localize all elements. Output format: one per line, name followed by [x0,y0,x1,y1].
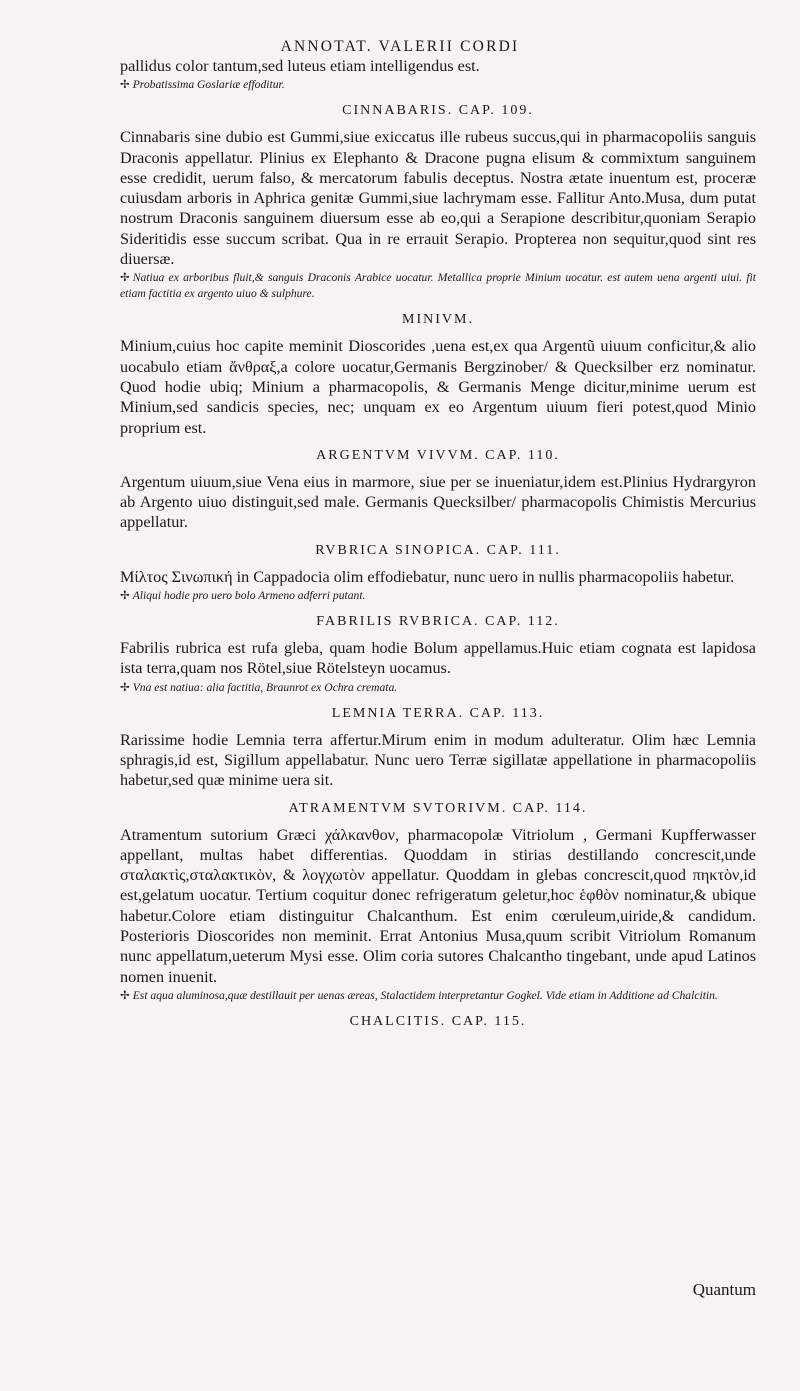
body-paragraph: Argentum uiuum,siue Vena eius in marmore, siue per se inueniatur,idem est.Plinius Hydrargyron ab Argento uiuo distinguit,sed male. Germanis Quecksilber/ pharmacopolis Chimistis Mercurius appellatur. [120,472,756,532]
body-paragraph: Rarissime hodie Lemnia terra affertur.Mirum enim in modum adulteratur. Olim hæc Lemnia sphragis,id est, Sigillum appellabatur. Nunc uero Terræ sigillatæ appellatione in pharmacopoliis habetur,sed quæ minime uera sit. [120,730,756,790]
marginal-note [120,588,756,604]
body-paragraph: pallidus color tantum,sed luteus etiam intelligendus est. [120,57,480,75]
chapter-heading: ARGENTVM VIVVM. CAP. 110. [316,447,560,463]
chapter-heading: CHALCITIS. CAP. 115. [349,1013,527,1029]
body-paragraph: Cinnabaris sine dubio est Gummi,siue exiccatus ille rubeus succus,qui in pharmacopoliis sanguis Draconis appellatur. Plinius ex Elephanto & Dracone pugna elisum & commixtum sanguinem esse credidit, uerum falso, & mercatorum fabulis deceptus. Nostra ætate inuentum est, proceræ cuiusdam arboris in Aphrica genitæ Gummi,siue lachrymam esse. Fallitur Anto.Musa, dum putat nostrum Draconis sanguinem diuersum esse ab eo,qui a Serapione describitur,quoniam Serapio Sideritidis esse succum scribat. Qua in re errauit Serapio. Propterea non sequitur,quod sint res diuersæ. [120,128,756,269]
body-paragraph: Atramentum sutorium Græci χάλκανθον, pharmacopolæ Vitriolum , Germani Kupfferwasser appellant, multas habet differentias. Quoddam in stirias destillando concrescit,unde σταλακτὶς,σταλακτικὸν, & λογχωτὸν appellatur. Quoddam in glebas concrescit,quod πηκτὸν,id est,gelatum uocatur. Tertium coquitur donec refrigeratum geletur,hoc ἑφθὸν nominatur,& ubique habetur.Colore etiam distinguitur Chalcanthum. Est enim cœruleum,uiride,& candidum. Posterioris Dioscorides non meminit. Errat Antonius Musa,quum scribit Vitriolum Romanum nunc appellatum,ueterum Mysi esse. Olim coria sutores Chalcantho tingebant, unde apud Latinos nomen inuenit. [120,825,756,986]
body-paragraph: Μίλτος Σινωπική in Cappadocia olim effodiebatur, nunc uero in nullis pharmacopoliis habetur. [120,567,735,586]
note-text: Aliqui hodie pro uero bolo Armeno adferri putant. [132,589,366,603]
note-text: Est aqua aluminosa,quæ destillauit per uenas æreas, Stalactidem interpretantur Gogkel. Vide etiam in Additione ad Chalcitin. [132,988,718,1002]
note-marker: ✢ [120,988,130,1002]
note-marker: ✢ [120,589,130,603]
catchword: Quantum [692,1280,756,1299]
marginal-note [120,988,756,1004]
chapter-heading: ATRAMENTVM SVTORIVM. CAP. 114. [288,800,588,816]
note-text: Natiua ex arboribus fluit,& sanguis Draconis Arabice uocatur. Metallica proprie Minium uocatur. est autem uena argenti uiui. fit etiam factitia ex argento uiuo & sulphure. [120,271,756,301]
chapter-heading: FABRILIS RVBRICA. CAP. 112. [316,614,560,630]
chapter-heading: CINNABARIS. CAP. 109. [342,103,534,119]
note-marker: ✢ [120,271,130,285]
marginal-note [120,270,756,302]
text-column [120,56,756,1038]
chapter-heading: LEMNIA TERRA. CAP. 113. [331,705,545,721]
note-marker: ✢ [120,78,130,92]
marginal-note [120,680,756,696]
note-text: Probatissima Goslariæ effoditur. [132,78,285,92]
body-paragraph: Minium,cuius hoc capite meminit Dioscorides ,uena est,ex qua Argentũ uiuum conficitur,& alio uocabulo etiam ἄνθραξ,a colore uocatur,Germanis Bergzinober/ & Quecksilber erz nominatur. Quod hodie ubiq; Minium a pharmacopolis, & Germanis Menge dicitur,minime uerum est Minium,sed sandicis species, nec; unquam ex eo Argentum uiuum fieri potest,quod Minio proprium est. [120,337,756,437]
chapter-heading: MINIVM. [402,312,474,328]
marginal-note [120,77,756,93]
body-paragraph: Fabrilis rubrica est rufa gleba, quam hodie Bolum appellamus.Huic etiam cognata est lapidosa ista terra,quam nos Rötel,siue Rötelsteyn uocamus. [120,639,756,678]
note-marker: ✢ [120,680,130,694]
note-text: Vna est natiua: alia factitia, Braunrot ex Ochra cremata. [132,680,398,694]
running-head: ANNOTAT. VALERII CORDI [280,38,520,55]
chapter-heading: RVBRICA SINOPICA. CAP. 111. [315,542,561,558]
